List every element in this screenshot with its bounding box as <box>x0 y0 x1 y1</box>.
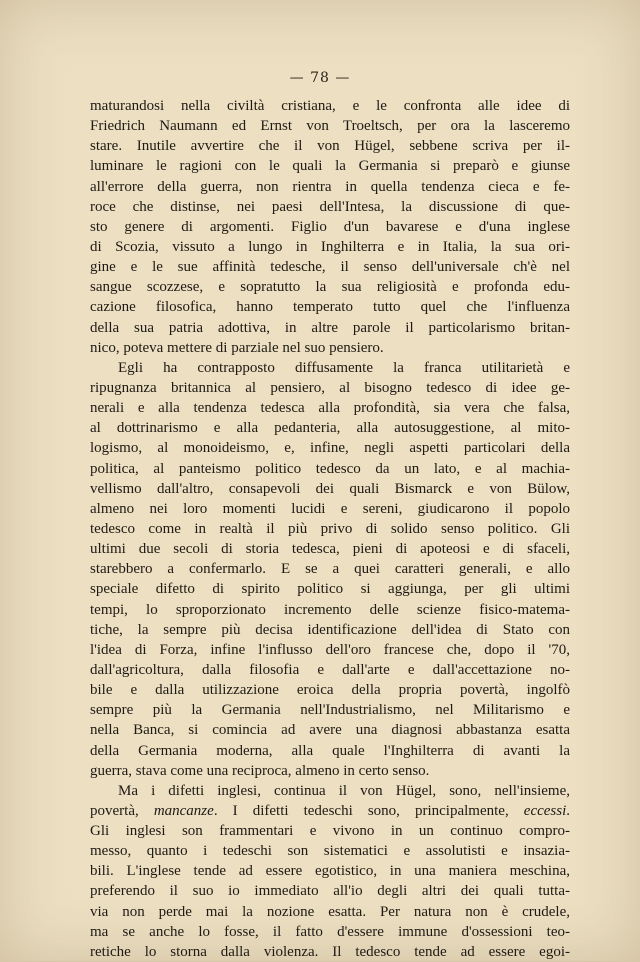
text-segment: . I difetti tedeschi sono, principalmente, <box>213 802 524 819</box>
text-line: logismo, al monoideismo, e, infine, negli aspetti particolari della <box>90 440 570 457</box>
paragraph-end-line: guerra, stava come una reciproca, almeno in certo senso. <box>90 762 430 779</box>
text-line: sto genere di argomenti. Figlio d'un bavarese e d'una inglese <box>90 218 570 235</box>
text-segment: povertà, <box>90 802 154 819</box>
text-line: preferendo il suo io immediato all'io degli altri dei quali tutta- <box>90 883 570 900</box>
text-line: bili. L'inglese tende ad essere egotistico, in una maniera meschina, <box>90 863 570 880</box>
text-line: l'idea di Forza, infine l'influsso dell'oro francese che, dopo il '70, <box>90 641 570 658</box>
text-line: all'errore della guerra, non rientra in quella tendenza cieca e fe- <box>90 178 570 195</box>
italic-word-eccessi: eccessi <box>523 802 567 819</box>
paragraph-start-line: Egli ha contrapposto diffusamente la franca utilitarietà e <box>118 359 570 376</box>
text-line: cazione filosofica, hanno temperato tutto quel che l'influenza <box>90 299 570 316</box>
text-line: della Germania moderna, alla quale l'Inghilterra di avanti la <box>90 742 570 759</box>
text-line-with-italics <box>90 801 570 821</box>
paragraph-start-line: Ma i difetti inglesi, continua il von Hügel, sono, nell'insieme, <box>118 782 570 799</box>
text-line: sangue scozzese, e sopratutto la sua religiosità e profonda edu- <box>90 279 570 296</box>
paragraph-end-line: nico, poteva mettere di parziale nel suo pensiero. <box>90 339 384 356</box>
text-line: Gli inglesi son frammentari e vivono in un continuo compro- <box>90 823 570 840</box>
text-line: bile e dalla utilizzazione eroica della propria povertà, ingolfò <box>90 682 570 699</box>
text-line: ultimi due secoli di storia tedesca, pieni di apoteosi e di sfaceli, <box>90 541 570 558</box>
page-number: — 78 — <box>289 70 351 86</box>
text-line: via non perde mai la nozione esatta. Per natura non è crudele, <box>90 903 570 920</box>
text-line: vellismo dall'altro, consapevoli dei quali Bismarck e von Bülow, <box>90 480 570 497</box>
body-text <box>90 96 570 962</box>
text-line: tiche, la sempre più decisa identificazione dell'idea di Stato con <box>90 621 570 638</box>
text-line: maturandosi nella civiltà cristiana, e le confronta alle idee di <box>90 98 570 114</box>
text-line: tempi, lo sproporzionato incremento delle scienze fisico-matema- <box>90 601 570 618</box>
text-line: dall'agricoltura, dalla filosofia e dall'arte e dall'accettazione no- <box>90 661 570 678</box>
text-line: messo, quanto i tedeschi son sistematici e assolutisti e insazia- <box>90 843 570 860</box>
text-line: retiche lo storna dalla violenza. Il tedesco tende ad essere egoi- <box>90 943 570 960</box>
text-line: della sua patria adottiva, in altre parole il particolarismo britan- <box>90 319 570 336</box>
text-line: luminare le ragioni con le quali la Germania si preparò e giunse <box>90 158 570 175</box>
text-line: ripugnanza britannica al pensiero, al bisogno tedesco di idee ge- <box>90 379 570 396</box>
text-line: starebbero a confermarlo. E se a quei caratteri generali, e allo <box>90 561 570 578</box>
text-line: tedesco come in realtà il più privo di solido senso politico. Gli <box>90 520 570 537</box>
text-line: al dottrinarismo e alla pedanteria, alla autosuggestione, al mito- <box>90 420 570 437</box>
text-line: Friedrich Naumann ed Ernst von Troeltsch, per ora la lasceremo <box>90 118 570 135</box>
text-line: nella Banca, si comincia ad avere una diagnosi abbastanza esatta <box>90 722 570 739</box>
text-line: ma se anche lo fosse, il fatto d'essere immune d'ossessioni teo- <box>90 923 570 940</box>
text-line: almeno nei loro momenti lucidi e sereni, giudicarono il popolo <box>90 500 570 517</box>
text-line: di Scozia, vissuto a lungo in Inghilterra e in Italia, la sua ori- <box>90 238 570 255</box>
italic-word-mancanze: mancanze <box>153 802 214 819</box>
text-line: gine e le sue affinità tedesche, il senso dell'universale ch'è nel <box>90 259 570 276</box>
text-line: stare. Inutile avvertire che il von Hügel, sebbene scriva per il- <box>90 138 570 155</box>
text-line: nerali e alla tendenza tedesca alla profondità, sia vera che falsa, <box>90 400 570 417</box>
text-line: speciale difetto di spirito politico si aggiunga, per gli ultimi <box>90 581 570 598</box>
text-line: sempre più la Germania nell'Industrialismo, nel Militarismo e <box>90 702 570 719</box>
text-line: politica, al panteismo politico tedesco da un lato, e al machia- <box>90 460 570 477</box>
text-segment: . <box>566 802 571 819</box>
text-line: roce che distinse, nei paesi dell'Intesa, la discussione di que- <box>90 198 570 215</box>
